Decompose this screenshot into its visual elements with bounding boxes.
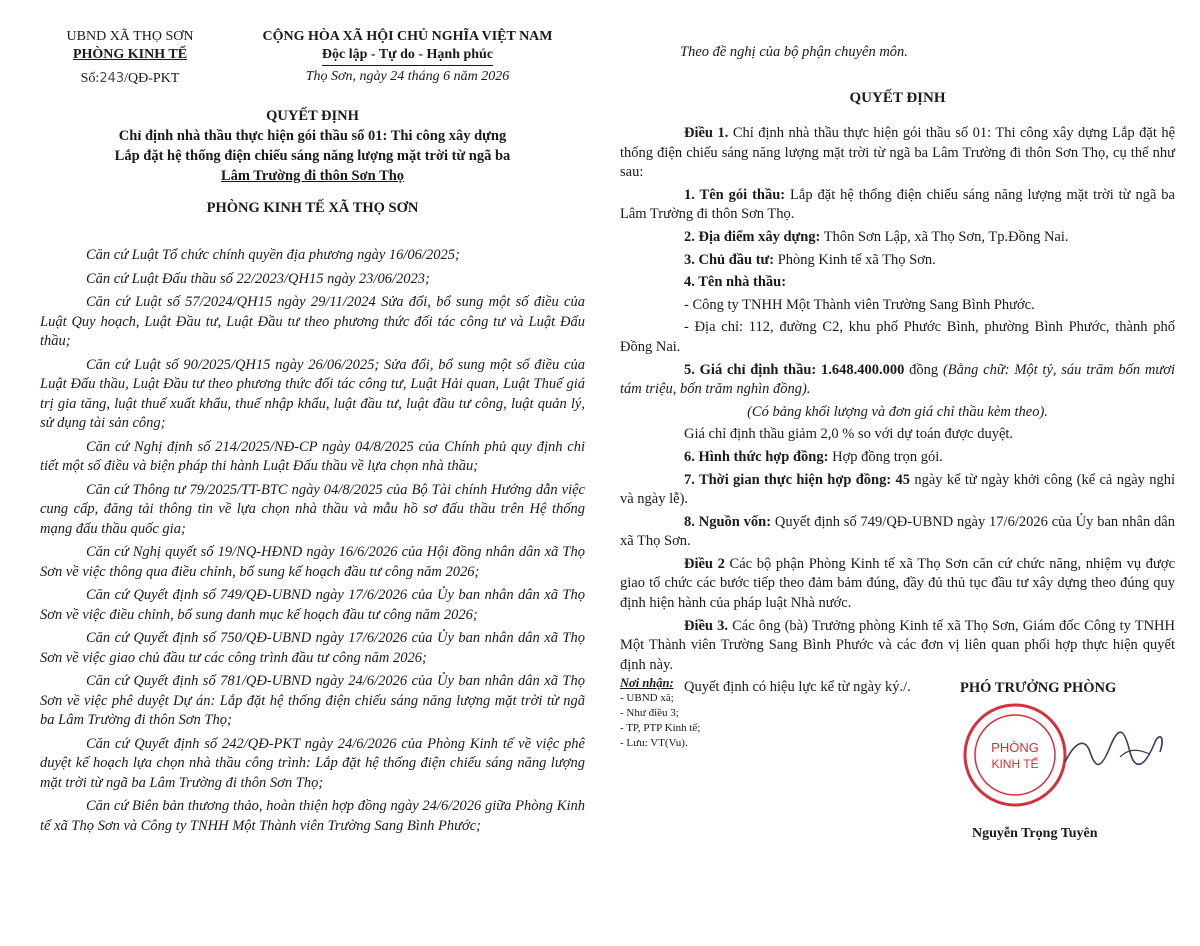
stamp-inner-ring bbox=[975, 715, 1055, 795]
document-title bbox=[40, 106, 585, 186]
basis-item: Căn cứ Quyết định số 749/QĐ-UBND ngày 17/6/2026 của Ủy ban nhân dân xã Thọ Sơn về việc điều chỉnh, bổ sung danh mục kế hoạch đầu tư công năm 2026; bbox=[40, 587, 585, 623]
basis-item: Căn cứ Luật Đấu thầu số 22/2023/QH15 ngày 23/06/2023; bbox=[86, 270, 430, 287]
title-line3: Lâm Trường đi thôn Sơn Thọ bbox=[220, 168, 405, 184]
document-number: Số:243/QĐ-PKT bbox=[80, 71, 180, 86]
decision-body bbox=[620, 124, 1175, 701]
official-stamp bbox=[960, 700, 1070, 810]
item-3: 3. Chủ đầu tư: Phòng Kinh tế xã Thọ Sơn. bbox=[684, 251, 936, 268]
item-2: 2. Địa điểm xây dựng: Thôn Sơn Lập, xã Thọ Sơn, Tp.Đồng Nai. bbox=[684, 228, 1069, 245]
article-2: Điều 2 Các bộ phận Phòng Kinh tế xã Thọ Sơn căn cứ chức năng, nhiệm vụ được giao tổ chức các bước tiếp theo đảm bảm đúng, đầy đủ thủ tục đầu tư xây dựng theo đúng quy định hiện hành của pháp luật Nhà nước. bbox=[620, 555, 1176, 612]
basis-item: Căn cứ Luật Tổ chức chính quyền địa phương ngày 16/06/2025; bbox=[86, 247, 460, 263]
title-line2: Lắp đặt hệ thống điện chiếu sáng năng lượng mặt trời từ ngã ba bbox=[114, 148, 511, 164]
recipient-item: - UBND xã; bbox=[620, 692, 674, 704]
item-6: 6. Hình thức hợp đồng: Hợp đồng trọn gói. bbox=[684, 448, 943, 465]
basis-item: Căn cứ Quyết định số 242/QĐ-PKT ngày 24/6/2026 của Phòng Kinh tế về việc phê duyệt kế hoạch lựa chọn nhà thầu công trình: Lắp đặt hệ thống điện chiếu sáng năng lượng mặt trời từ ngã ba Lâm Trường đi thôn Sơn Thọ; bbox=[40, 735, 585, 791]
contractor-name: - Công ty TNHH Một Thành viên Trường Sang Bình Phước. bbox=[684, 296, 1035, 313]
recipients-title: Nơi nhận: bbox=[620, 676, 674, 690]
basis-item: Căn cứ Quyết định số 781/QĐ-UBND ngày 24/6/2026 của Ủy ban nhân dân xã Thọ Sơn về việc phê duyệt Dự án: Lắp đặt hệ thống điện chiếu sáng năng lượng mặt trời từ ngã ba Lâm Trường đi thôn Sơn Thọ; bbox=[40, 673, 585, 728]
price-note: (Có bảng khối lượng và đơn giá chỉ thầu kèm theo). bbox=[747, 403, 1048, 420]
basis-item: Căn cứ Thông tư 79/2025/TT-BTC ngày 04/8/2025 của Bộ Tài chính Hướng dẫn việc cung cấp, đăng tải thông tin về lựa chọn nhà thầu và mẫu hồ sơ đấu thầu trên Hệ thống mạng đấu thầu quốc gia; bbox=[40, 481, 585, 537]
recipient-item: - Lưu: VT(Vu). bbox=[620, 737, 688, 749]
signature-stroke bbox=[1065, 732, 1162, 764]
signature-stroke bbox=[1120, 750, 1150, 757]
decision-title: QUYẾT ĐỊNH bbox=[849, 90, 946, 106]
org-line1: UBND XÃ THỌ SƠN bbox=[66, 29, 194, 44]
price-discount: Giá chỉ định thầu giảm 2,0 % so với dự toán được duyệt. bbox=[684, 426, 1014, 443]
handwritten-signature bbox=[1060, 722, 1170, 782]
national-header bbox=[235, 28, 580, 86]
recipients-block bbox=[620, 676, 700, 751]
issuing-org-header bbox=[50, 28, 210, 88]
signer-position: PHÓ TRƯỞNG PHÒNG bbox=[960, 680, 1117, 696]
basis-item: Căn cứ Luật số 57/2024/QH15 ngày 29/11/2024 Sửa đổi, bổ sung một số điều của Luật Quy hoạch, Luật Đầu tư, Luật Đầu tư theo phương thức đối tác công tư và Luật Đấu thầu; bbox=[40, 294, 585, 349]
basis-item: Căn cứ Quyết định số 750/QĐ-UBND ngày 17/6/2026 của Ủy ban nhân dân xã Thọ Sơn về việc giao chủ đầu tư các công trình đầu tư công năm 2026; bbox=[40, 630, 585, 666]
effective-clause: Quyết định có hiệu lực kể từ ngày ký./. bbox=[684, 679, 911, 696]
issuer-heading: PHÒNG KINH TẾ XÃ THỌ SƠN bbox=[206, 200, 419, 216]
item-7: 7. Thời gian thực hiện hợp đồng: 45 ngày kể từ ngày khởi công (kể cả ngày nghỉ và ngày lễ). bbox=[620, 471, 1175, 508]
nation-name: CỘNG HÒA XÃ HỘI CHỦ NGHĨA VIỆT NAM bbox=[262, 29, 553, 44]
basis-item: Căn cứ Luật số 90/2025/QH15 ngày 26/06/2025; Sửa đổi, bổ sung một số điều của Luật Đấu thầu, Luật Đầu tư theo phương thức đối tác công tư, Luật Hải quan, Luật Thuế giá trị gia tăng, luật thuế xuất khẩu, thuế nhập khẩu, luật đầu tư, luật đầu tư công, luật quản lý, sử dụng tài sản công; bbox=[40, 356, 585, 431]
article-3: Điều 3. Các ông (bà) Trưởng phòng Kinh tế xã Thọ Sơn, Giám đốc Công ty TNHH Một Thành viên Trường Sang Bình Phước và các đơn vị liên quan phối hợp thực hiện quyết định này. bbox=[620, 617, 1176, 673]
signer-name: Nguyễn Trọng Tuyên bbox=[972, 826, 1098, 841]
basis-item: Căn cứ Nghị quyết số 19/NQ-HĐND ngày 16/6/2026 của Hội đồng nhân dân xã Thọ Sơn về việc thông qua điều chỉnh, bổ sung kế hoạch đầu tư công năm 2026; bbox=[40, 544, 585, 580]
recipient-item: - Như điều 3; bbox=[620, 707, 679, 719]
basis-item: Căn cứ Nghị định số 214/2025/NĐ-CP ngày 04/8/2025 của Chính phủ quy định chi tiết một số điều và biện pháp thi hành Luật Đấu thầu về lựa chọn nhà thầu; bbox=[40, 438, 585, 474]
proposal-note: Theo đề nghị của bộ phận chuyên môn. bbox=[680, 44, 908, 60]
handwritten-number: 243 bbox=[99, 71, 125, 86]
item-4: 4. Tên nhà thầu: bbox=[684, 274, 787, 291]
item-1: 1. Tên gói thầu: Lắp đặt hệ thống điện chiếu sáng năng lượng mặt trời từ ngã ba Lâm Trường đi thôn Sơn Thọ. bbox=[620, 186, 1175, 223]
basis-item: Căn cứ Biên bản thương thảo, hoàn thiện hợp đồng ngày 24/6/2026 giữa Phòng Kinh tế xã Thọ Sơn và Công ty TNHH Một Thành viên Trường Sang Bình Phước; bbox=[40, 798, 585, 834]
document-date: Thọ Sơn, ngày 24 tháng 6 năm 2026 bbox=[305, 69, 510, 84]
motto: Độc lập - Tự do - Hạnh phúc bbox=[322, 46, 493, 66]
item-5: 5. Giá chỉ định thầu: 1.648.400.000 đồng (Bằng chữ: Một tỷ, sáu trăm bốn mươi tám triệu, bốn trăm nghìn đồng). bbox=[620, 361, 1176, 398]
item-8: 8. Nguồn vốn: Quyết định số 749/QĐ-UBND ngày 17/6/2026 của Ủy ban nhân dân xã Thọ Sơn. bbox=[620, 513, 1175, 550]
contractor-address: - Địa chỉ: 112, đường C2, khu phố Phước Bình, phường Bình Phước, thành phố Đồng Nai. bbox=[620, 319, 1175, 355]
stamp-outer-ring bbox=[965, 705, 1065, 805]
legal-bases bbox=[40, 246, 585, 840]
recipient-item: - TP, PTP Kinh tế; bbox=[620, 722, 701, 734]
stamp-text-line2: KINH TẾ bbox=[991, 757, 1039, 771]
article-1: Điều 1. Chỉ định nhà thầu thực hiện gói thầu số 01: Thi công xây dựng Lắp đặt hệ thống điện chiếu sáng năng lượng mặt trời từ ngã ba Lâm Trường đi thôn Sơn Thọ, cụ thể như sau: bbox=[620, 125, 1176, 181]
stamp-text-line1: PHÒNG bbox=[991, 740, 1039, 755]
title-line1: Chỉ định nhà thầu thực hiện gói thầu số 01: Thi công xây dựng bbox=[118, 128, 507, 144]
org-line2: PHÒNG KINH TẾ bbox=[72, 47, 188, 62]
doc-type: QUYẾT ĐỊNH bbox=[266, 108, 359, 124]
